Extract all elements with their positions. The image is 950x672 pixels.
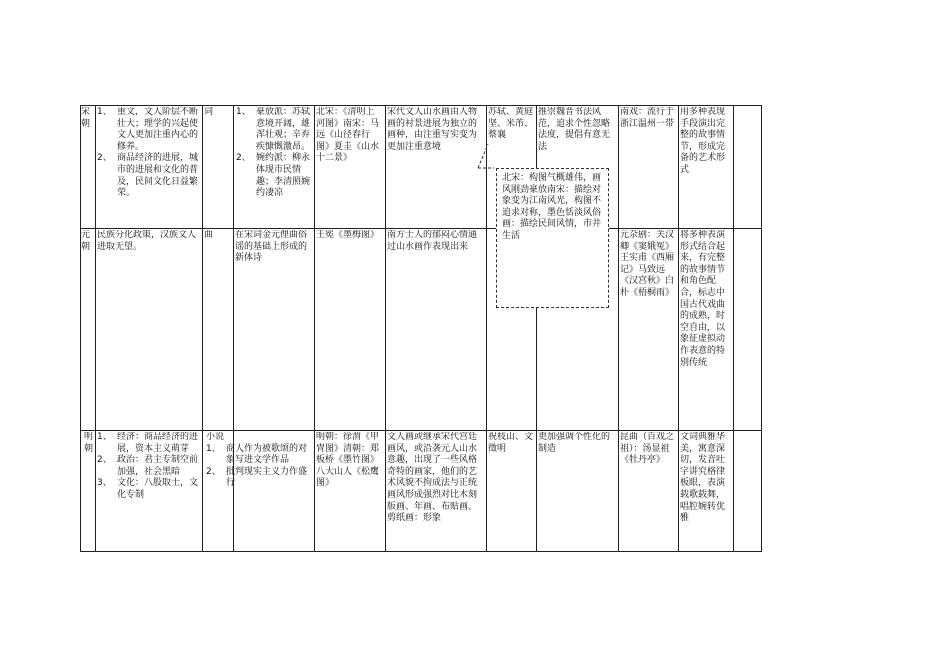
yuan-genre: 曲 <box>204 230 214 240</box>
grid-line-col8 <box>618 105 619 552</box>
grid-line-col1 <box>95 105 96 552</box>
grid-line-top <box>80 105 762 106</box>
yuan-opera: 元杂剧：关汉卿《窦娥冤》王实甫《西厢记》马致远《汉宫秋》白朴《梧桐雨》 <box>620 230 675 298</box>
ming-genre: 小说 <box>206 432 225 442</box>
grid-line-col2 <box>202 105 203 552</box>
ming-genre-block <box>206 432 313 550</box>
grid-line-right <box>761 105 762 552</box>
grid-line-col5 <box>385 105 386 552</box>
ming-social <box>97 432 201 550</box>
ming-social-item-3: 3、 文化：八股取士，文化专制 <box>97 478 199 500</box>
yuan-social: 民族分化政策，汉族文人进取无望。 <box>97 230 197 252</box>
song-opera-feature: 用多种表现手段演出完整的故事情节，形成完备的艺术形式 <box>680 107 726 175</box>
grid-line-bottom <box>80 551 762 552</box>
song-social-item-2: 2、 商品经济的进展，城市的进展和文化的普及，民间文化日益繁荣。 <box>97 153 199 199</box>
grid-line-col4 <box>314 105 315 552</box>
song-painting-works: 北宋：《清明上河图》南宋：马远《山径春行图》夏圭《山水十二景》 <box>316 107 380 164</box>
grid-line-col9 <box>678 105 679 552</box>
song-dynasty: 宋朝 <box>81 107 91 129</box>
grid-line-left <box>80 105 81 552</box>
ming-painting-works: 明朝：徐渭《甲胄图》清朝：郑板桥《墨竹图》八大山人《松鹰图》 <box>316 432 380 489</box>
grid-line-row1 <box>80 228 762 229</box>
ming-genre-item-2: 2、 批判现实主义力作盛行 <box>206 466 308 489</box>
ming-calligraphers: 祝枝山、文徵明 <box>488 432 534 454</box>
song-genre-item-2: 2、 婉约派：柳永体现市民情趣；李清照婉约凄凉 <box>236 153 311 199</box>
callout-text: 北宋：构图气概雄伟，画风刚劲豪放南宋：描绘对象变为江南风光，构图不追求对称，墨色恬淡风俗画：描绘民间风情，市井生活 <box>502 173 602 241</box>
painting-style-callout <box>496 168 609 308</box>
song-genre-item-1: 1、 豪放派：苏轼意境开阔，雄浑壮观；辛弃疾慷慨激昂。 <box>236 107 311 152</box>
ming-social-item-2: 2、 政治：君主专制空前加强，社会黑暗 <box>97 455 199 477</box>
grid-line-row2 <box>80 430 762 431</box>
ming-dynasty: 明朝 <box>84 432 94 454</box>
yuan-painting-trend: 南方士人的郁闷心情通过山水画作表现出来 <box>387 230 478 252</box>
grid-line-col10 <box>733 105 734 552</box>
yuan-opera-feature: 将多种表演形式结合起来，有完整的故事情节和角色配合，标志中国古代戏曲的成熟，时空自由，以象征虚拟动作表意的特别传统 <box>680 230 726 368</box>
song-calligraphers: 苏轼、黄庭坚、米芾、蔡襄 <box>488 107 534 141</box>
song-social <box>97 107 201 227</box>
song-painting-trend: 宋代文人山水画由人物画的衬景进展为独立的画种，由注重写实变为更加注重意境 <box>387 107 478 152</box>
song-genre-items <box>235 107 313 227</box>
yuan-painting-works: 王冕《墨梅图》 <box>316 230 380 240</box>
ming-calligraphy-style: 更加强调个性化的制造 <box>538 432 611 454</box>
song-opera: 南戏：流行于浙江温州一带 <box>620 107 675 129</box>
song-social-item-1: 1、 重文，文人阶层不断壮大；理学的兴起使文人更加注重内心的修养。 <box>97 107 199 152</box>
yuan-genre-desc: 在宋词金元俚曲俗谣的基础上形成的新体诗 <box>235 230 308 264</box>
yuan-dynasty: 元朝 <box>81 230 91 252</box>
ming-painting-trend: 文人画或继承宋代宫廷画风，或沿袭元人山水意趣，出现了一些风格奇特的画家，他们的艺术风貌不拘成法与正统画风形成强烈对比木刻版画、年画、布贴画、剪纸画：形象 <box>387 432 478 524</box>
ming-opera-feature: 文词典雅华美，寓意深切，发音吐字讲究格律板眼，表演载歌载舞，唱腔婉转优雅 <box>680 432 726 524</box>
song-genre: 词 <box>204 107 214 117</box>
ming-genre-item-1: 1、 商人作为被歌颂的对象写进文学作品 <box>206 443 308 466</box>
ming-opera: 昆曲（百戏之祖）：汤显祖《牡丹亭》 <box>620 432 675 466</box>
song-calligraphy-style: 推崇魏晋书法风范，追求个性忽略法度，提倡有意无法 <box>538 107 611 152</box>
ming-social-item-1: 1、 经济：商品经济的进展，资本主义萌芽 <box>97 432 199 454</box>
